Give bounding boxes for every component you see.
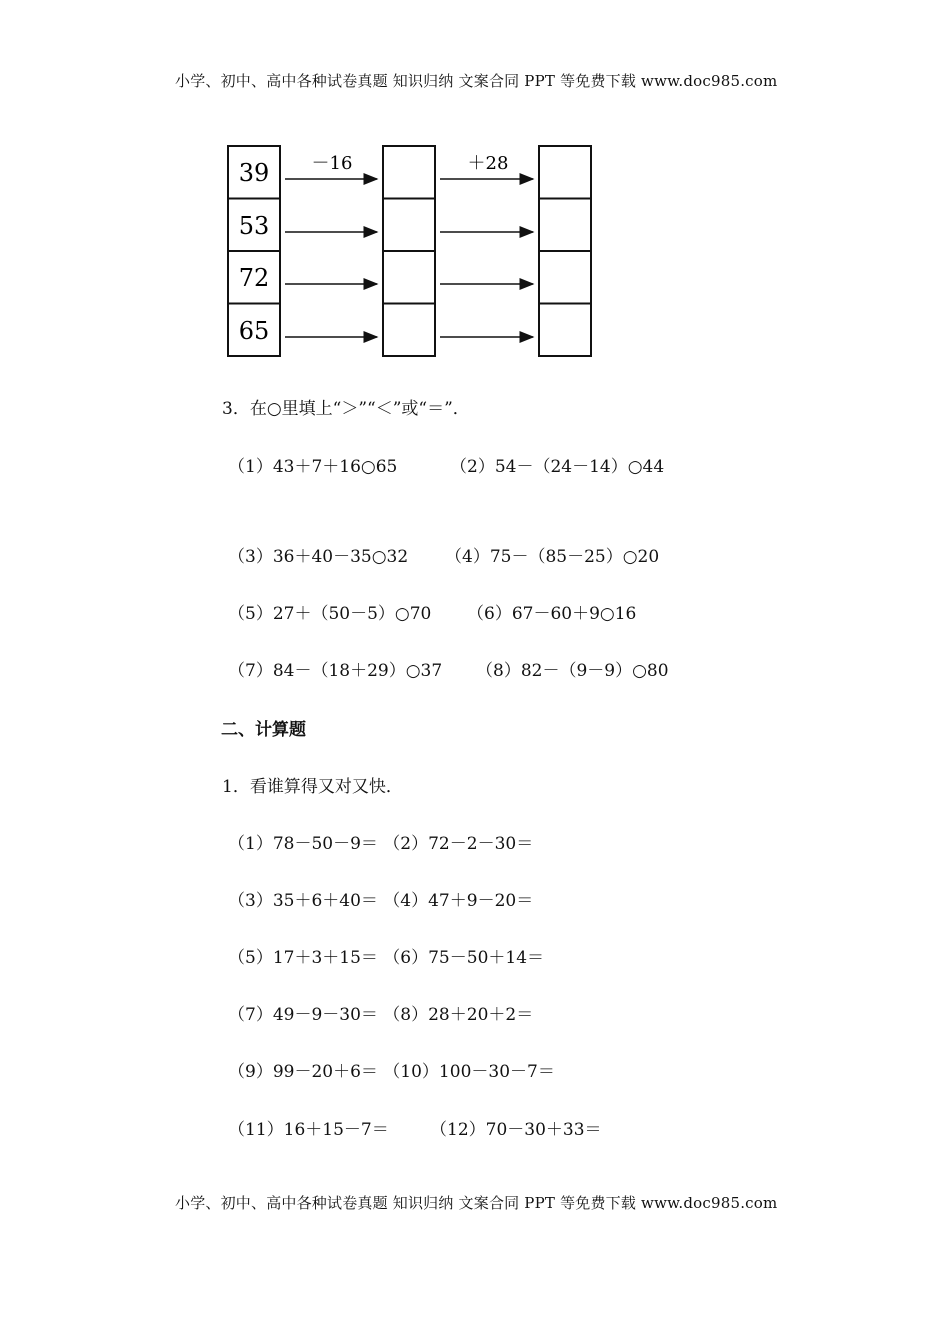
calc-row-3: （5）17＋3＋15＝ （6）75－50＋14＝	[228, 948, 545, 968]
calc-row-6-right: （12）70－30＋33＝	[430, 1120, 602, 1140]
calc-row-6-left: （11）16＋15－7＝	[228, 1120, 389, 1140]
section2-heading: 二、计算题	[221, 720, 306, 740]
q3-item-3: （3）36＋40－35○32	[228, 547, 409, 567]
op1-label: －16	[311, 153, 353, 174]
op2-label: ＋28	[467, 153, 509, 174]
start-value-4: 65	[238, 317, 270, 345]
start-value-1: 39	[238, 159, 270, 187]
q3-item-7: （7）84－（18＋29）○37	[228, 661, 443, 681]
q3-item-5: （5）27＋（50－5）○70	[228, 604, 432, 624]
page-footer: 小学、初中、高中各种试卷真题 知识归纳 文案合同 PPT 等免费下载 www.doc985.com	[175, 1194, 778, 1212]
calc-row-2: （3）35＋6＋40＝ （4）47＋9－20＝	[228, 891, 534, 911]
page-header: 小学、初中、高中各种试卷真题 知识归纳 文案合同 PPT 等免费下载 www.doc985.com	[175, 72, 778, 90]
calc-row-1: （1）78－50－9＝ （2）72－2－30＝	[228, 834, 534, 854]
calc-row-5: （9）99－20＋6＝ （10）100－30－7＝	[228, 1062, 555, 1082]
q3-item-1: （1）43＋7＋16○65	[228, 457, 398, 477]
q3-item-2: （2）54－（24－14）○44	[450, 457, 665, 477]
q3-item-4: （4）75－（85－25）○20	[445, 547, 660, 567]
number-flow-figure	[225, 143, 595, 361]
q3-item-6: （6）67－60＋9○16	[467, 604, 637, 624]
q3-title: 3．在○里填上“＞”“＜”或“＝”．	[222, 399, 470, 419]
start-value-2: 53	[238, 212, 270, 240]
calc-row-4: （7）49－9－30＝ （8）28＋20＋2＝	[228, 1005, 534, 1025]
q3-item-8: （8）82－（9－9）○80	[476, 661, 669, 681]
section2-q1-title: 1．看谁算得又对又快．	[222, 777, 403, 797]
start-value-3: 72	[238, 264, 270, 292]
